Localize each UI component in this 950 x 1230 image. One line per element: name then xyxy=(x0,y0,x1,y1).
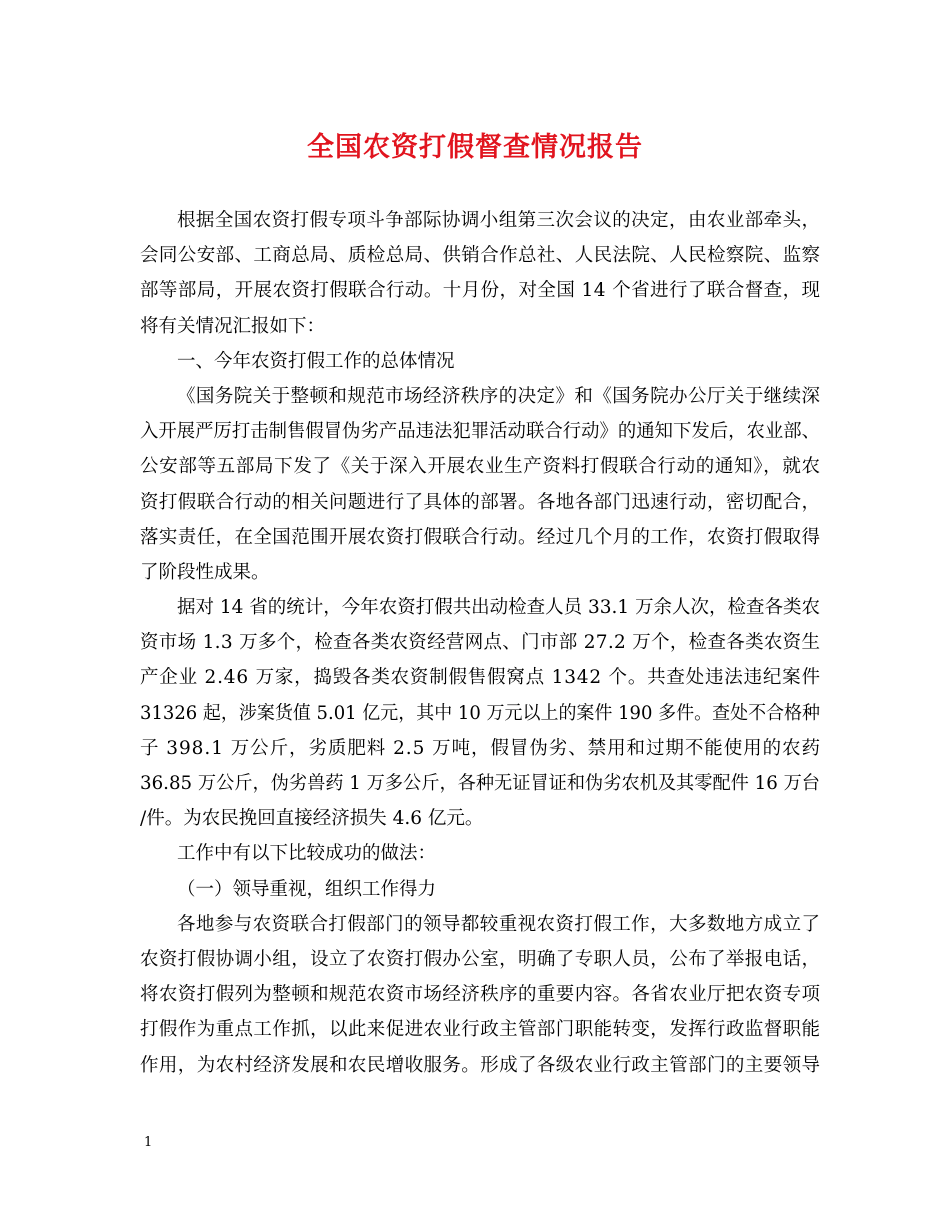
body-text-line: 《国务院关于整顿和规范市场经济秩序的决定》和《国务院办公厅关于继续深 xyxy=(177,385,821,407)
body-text-line: /件。为农民挽回直接经济损失 4.6 亿元。 xyxy=(140,808,484,830)
body-text-line: 31326 起，涉案货值 5.01 亿元，其中 10 万元以上的案件 190 多件。查处不合格种 xyxy=(140,702,820,724)
body-text-line: 一、今年农资打假工作的总体情况 xyxy=(177,350,455,372)
body-text-line: 入开展严厉打击制售假冒伪劣产品违法犯罪活动联合行动》的通知下发后，农业部、 xyxy=(140,421,820,443)
body-text-line: 将有关情况汇报如下： xyxy=(140,315,326,337)
body-text-line: 子 398.1 万公斤，劣质肥料 2.5 万吨，假冒伪劣、禁用和过期不能使用的农药 xyxy=(140,737,821,759)
body-text-line: 落实责任，在全国范围开展农资打假联合行动。经过几个月的工作，农资打假取得 xyxy=(140,526,821,548)
body-text-line: 作用，为农村经济发展和农民增收服务。形成了各级农业行政主管部门的主要领导 xyxy=(140,1054,821,1076)
document-title: 全国农资打假督查情况报告 xyxy=(307,132,643,163)
body-text-line: 了阶段性成果。 xyxy=(140,561,270,583)
body-text-line: 根据全国农资打假专项斗争部际协调小组第三次会议的决定，由农业部牵头， xyxy=(177,210,821,231)
body-text-line: 产企业 2.46 万家，捣毁各类农资制假售假窝点 1342 个。共查处违法违纪案件 xyxy=(140,667,821,689)
body-text-line: 农资打假协调小组，设立了农资打假办公室，明确了专职人员，公布了举报电话， xyxy=(140,948,821,970)
body-text-line: 将农资打假列为整顿和规范农资市场经济秩序的重要内容。各省农业厅把农资专项 xyxy=(140,984,821,1006)
body-text-line: 据对 14 省的统计，今年农资打假共出动检查人员 33.1 万余人次，检查各类农 xyxy=(177,597,820,619)
body-text-line: 公安部等五部局下发了《关于深入开展农业生产资料打假联合行动的通知》，就农 xyxy=(140,456,821,478)
page-number: 1 xyxy=(144,1135,153,1150)
document-body xyxy=(140,203,820,1083)
body-text-line: 各地参与农资联合打假部门的领导都较重视农资打假工作，大多数地方成立了 xyxy=(177,913,821,935)
body-text-line: 打假作为重点工作抓，以此来促进农业行政主管部门职能转变，发挥行政监督职能 xyxy=(140,1019,821,1041)
body-text-line: 资市场 1.3 万多个，检查各类农资经营网点、门市部 27.2 万个，检查各类农资生 xyxy=(140,632,821,654)
body-text-line: 部等部局，开展农资打假联合行动。十月份，对全国 14 个省进行了联合督查，现 xyxy=(140,280,821,302)
body-text-line: 资打假联合行动的相关问题进行了具体的部署。各地各部门迅速行动，密切配合， xyxy=(140,491,821,513)
body-text-line: 36.85 万公斤，伪劣兽药 1 万多公斤，各种无证冒证和伪劣农机及其零配件 16 万台 xyxy=(140,773,820,794)
body-text-line: 工作中有以下比较成功的做法： xyxy=(177,843,437,865)
body-text-line: （一）领导重视，组织工作得力 xyxy=(177,878,437,900)
body-text-line: 会同公安部、工商总局、质检总局、供销合作总社、人民法院、人民检察院、监察 xyxy=(140,245,821,267)
